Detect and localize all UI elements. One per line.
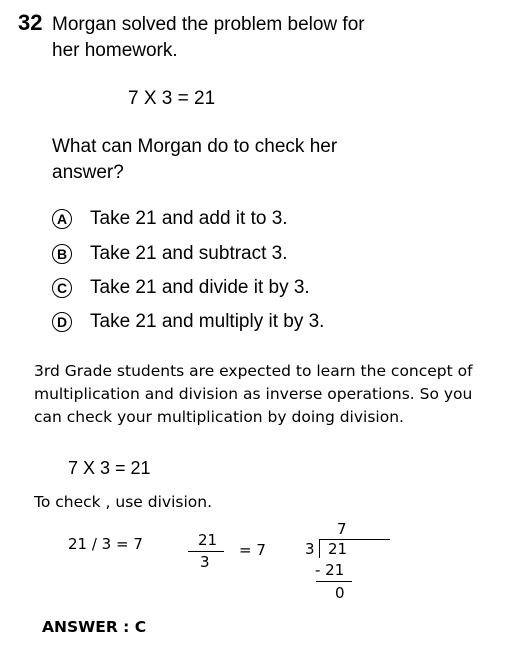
long-division-divisor: 3 bbox=[305, 540, 315, 558]
division-inline: 21 / 3 = 7 bbox=[68, 535, 143, 553]
option-c-text: Take 21 and divide it by 3. bbox=[90, 277, 310, 298]
prompt-line-1: What can Morgan do to check her bbox=[52, 136, 338, 157]
option-c[interactable] bbox=[52, 277, 310, 299]
option-c-bubble[interactable]: C bbox=[52, 278, 72, 298]
explanation-equation: 7 X 3 = 21 bbox=[68, 458, 151, 478]
check-instruction: To check , use division. bbox=[34, 493, 213, 511]
option-a-text: Take 21 and add it to 3. bbox=[90, 208, 288, 229]
explanation-text bbox=[34, 360, 473, 429]
option-b-bubble[interactable]: B bbox=[52, 244, 72, 264]
long-division-dividend: 21 bbox=[328, 540, 348, 558]
fraction-result: = 7 bbox=[239, 541, 266, 559]
option-a-bubble[interactable]: A bbox=[52, 209, 72, 229]
explanation-line-1: 3rd Grade students are expected to learn the concept of bbox=[34, 362, 473, 380]
option-d-bubble[interactable]: D bbox=[52, 312, 72, 332]
question-stem bbox=[52, 12, 365, 64]
fraction-numerator: 21 bbox=[198, 531, 218, 549]
explanation-line-3: can check your multiplication by doing division. bbox=[34, 408, 404, 426]
long-division-subtract: - 21 bbox=[315, 561, 345, 579]
stem-line-2: her homework. bbox=[52, 40, 178, 61]
long-division-remainder: 0 bbox=[335, 584, 345, 602]
long-division-bracket bbox=[319, 539, 320, 558]
option-a[interactable] bbox=[52, 208, 288, 230]
option-b-text: Take 21 and subtract 3. bbox=[90, 243, 288, 264]
option-d[interactable] bbox=[52, 311, 324, 333]
option-b[interactable] bbox=[52, 243, 288, 265]
problem-equation: 7 X 3 = 21 bbox=[128, 88, 216, 109]
question-prompt bbox=[52, 134, 337, 186]
long-division-quotient: 7 bbox=[337, 520, 347, 538]
prompt-line-2: answer? bbox=[52, 162, 124, 183]
stem-line-1: Morgan solved the problem below for bbox=[52, 14, 365, 35]
explanation-line-2: multiplication and division as inverse operations. So you bbox=[34, 385, 473, 403]
long-division-subtract-line bbox=[316, 581, 352, 582]
option-d-text: Take 21 and multiply it by 3. bbox=[90, 311, 325, 332]
answer-label: ANSWER : C bbox=[42, 618, 147, 636]
fraction-denominator: 3 bbox=[200, 553, 210, 571]
question-number: 32 bbox=[18, 10, 43, 35]
